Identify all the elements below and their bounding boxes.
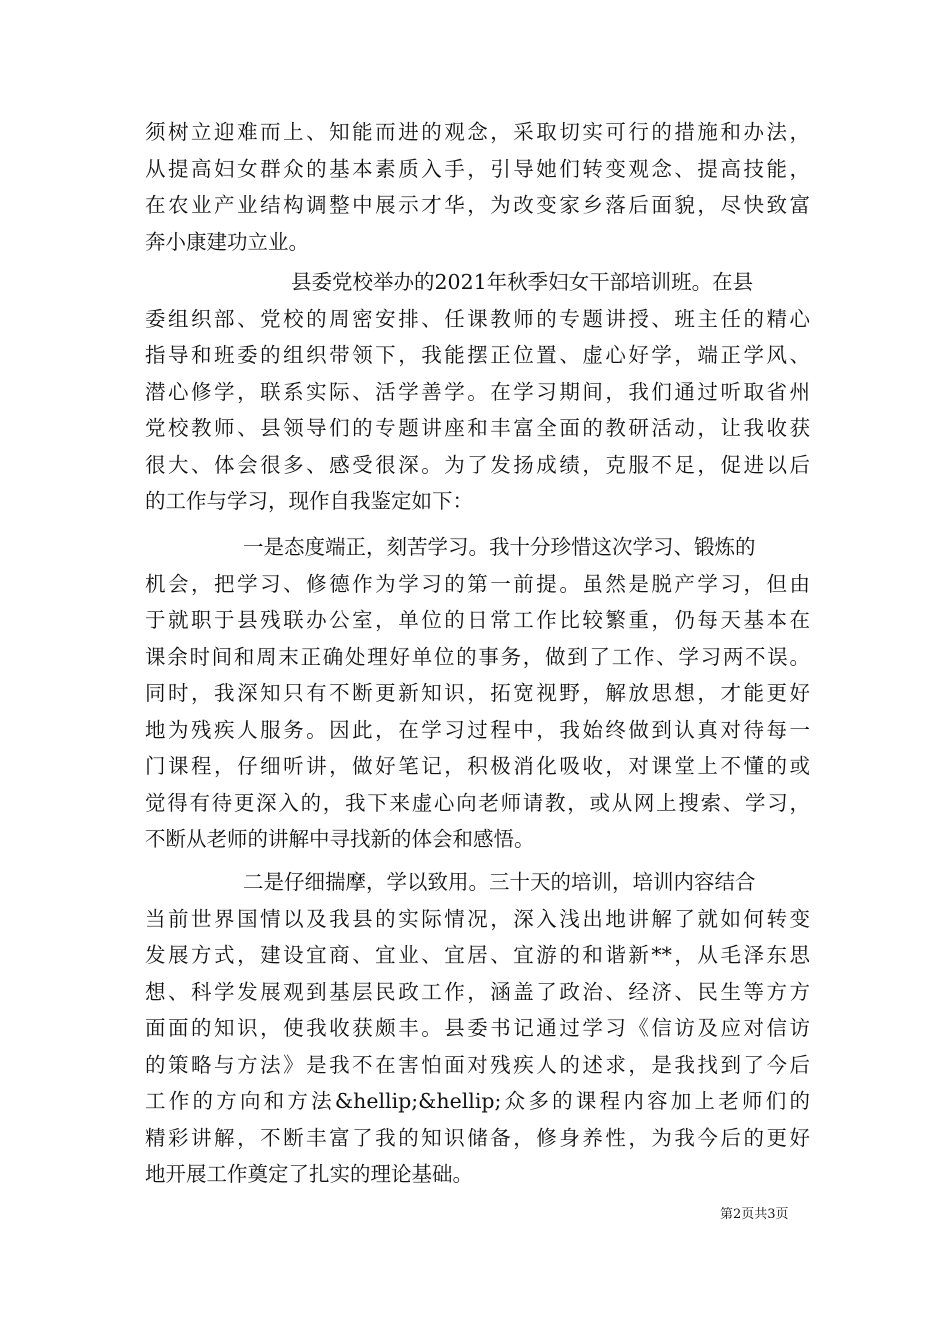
text-line: 机会，把学习、修德作为学习的第一前提。虽然是脱产学习，但由 — [145, 571, 810, 596]
text-line: 工作的方向和方法&hellip;&hellip;众多的课程内容加上老师们的 — [145, 1089, 810, 1113]
text-line: 的策略与方法》是我不在害怕面对残疾人的述求，是我找到了今后 — [145, 1052, 810, 1077]
text-line: 于就职于县残联办公室，单位的日常工作比较繁重，仍每天基本在 — [145, 608, 810, 632]
text-line: 在农业产业结构调整中展示才华，为改变家乡落后面貌，尽快致富 — [145, 193, 810, 217]
text-line: 不断从老师的讲解中寻找新的体会和感悟。 — [145, 827, 535, 851]
text-line: 课余时间和周末正确处理好单位的事务，做到了工作、学习两不误。 — [145, 644, 810, 669]
text-line: 很大、体会很多、感受很深。为了发扬成绩，克服不足，促进以后 — [145, 452, 810, 477]
text-line: 潜心修学，联系实际、活学善学。在学习期间，我们通过听取省州 — [145, 379, 810, 404]
paragraph-point-one — [145, 529, 810, 858]
text-line: 同时，我深知只有不断更新知识，拓宽视野，解放思想，才能更好 — [145, 681, 810, 705]
text-line: 精彩讲解，不断丰富了我的知识储备，修身养性，为我今后的更好 — [145, 1125, 810, 1150]
page-number: 第2页共3页 — [720, 1207, 789, 1222]
text-line: 须树立迎难而上、知能而进的观念，采取切实可行的措施和办法， — [145, 120, 810, 144]
text-line: 二是仔细揣摩，学以致用。三十天的培训，培训内容结合 — [243, 870, 756, 894]
text-line: 委组织部、党校的周密安排、任课教师的专题讲授、班主任的精心 — [145, 306, 810, 331]
text-line: 的工作与学习，现作自我鉴定如下： — [145, 489, 473, 513]
text-line: 指导和班委的组织带领下，我能摆正位置、虚心好学，端正学风、 — [145, 343, 810, 367]
text-line: 面面的知识，使我收获颇丰。县委书记通过学习《信访及应对信访 — [145, 1016, 810, 1040]
paragraph-intro — [145, 264, 810, 520]
text-line: 当前世界国情以及我县的实际情况，深入浅出地讲解了就如何转变 — [145, 906, 810, 931]
text-line: 发展方式，建设宜商、宜业、宜居、宜游的和谐新**，从毛泽东思 — [145, 943, 810, 967]
text-line: 党校教师、县领导们的专题讲座和丰富全面的教研活动，让我收获 — [145, 416, 810, 440]
text-line: 觉得有待更深入的，我下来虚心向老师请教，或从网上搜索、学习， — [145, 790, 810, 815]
paragraph-continuation — [145, 114, 810, 260]
text-line: 县委党校举办的2021年秋季妇女干部培训班。在县 — [291, 270, 754, 294]
text-line: 一是态度端正，刻苦学习。我十分珍惜这次学习、锻炼的 — [243, 535, 756, 559]
text-line: 地为残疾人服务。因此，在学习过程中，我始终做到认真对待每一 — [145, 717, 810, 742]
text-line: 想、科学发展观到基层民政工作，涵盖了政治、经济、民生等方方 — [145, 979, 810, 1004]
text-line: 地开展工作奠定了扎实的理论基础。 — [145, 1162, 473, 1186]
paragraph-point-two — [145, 864, 810, 1193]
text-line: 门课程，仔细听讲，做好笔记，积极消化吸收，对课堂上不懂的或 — [145, 754, 810, 778]
text-line: 从提高妇女群众的基本素质入手，引导她们转变观念、提高技能， — [145, 156, 810, 181]
text-line: 奔小康建功立业。 — [145, 229, 309, 254]
